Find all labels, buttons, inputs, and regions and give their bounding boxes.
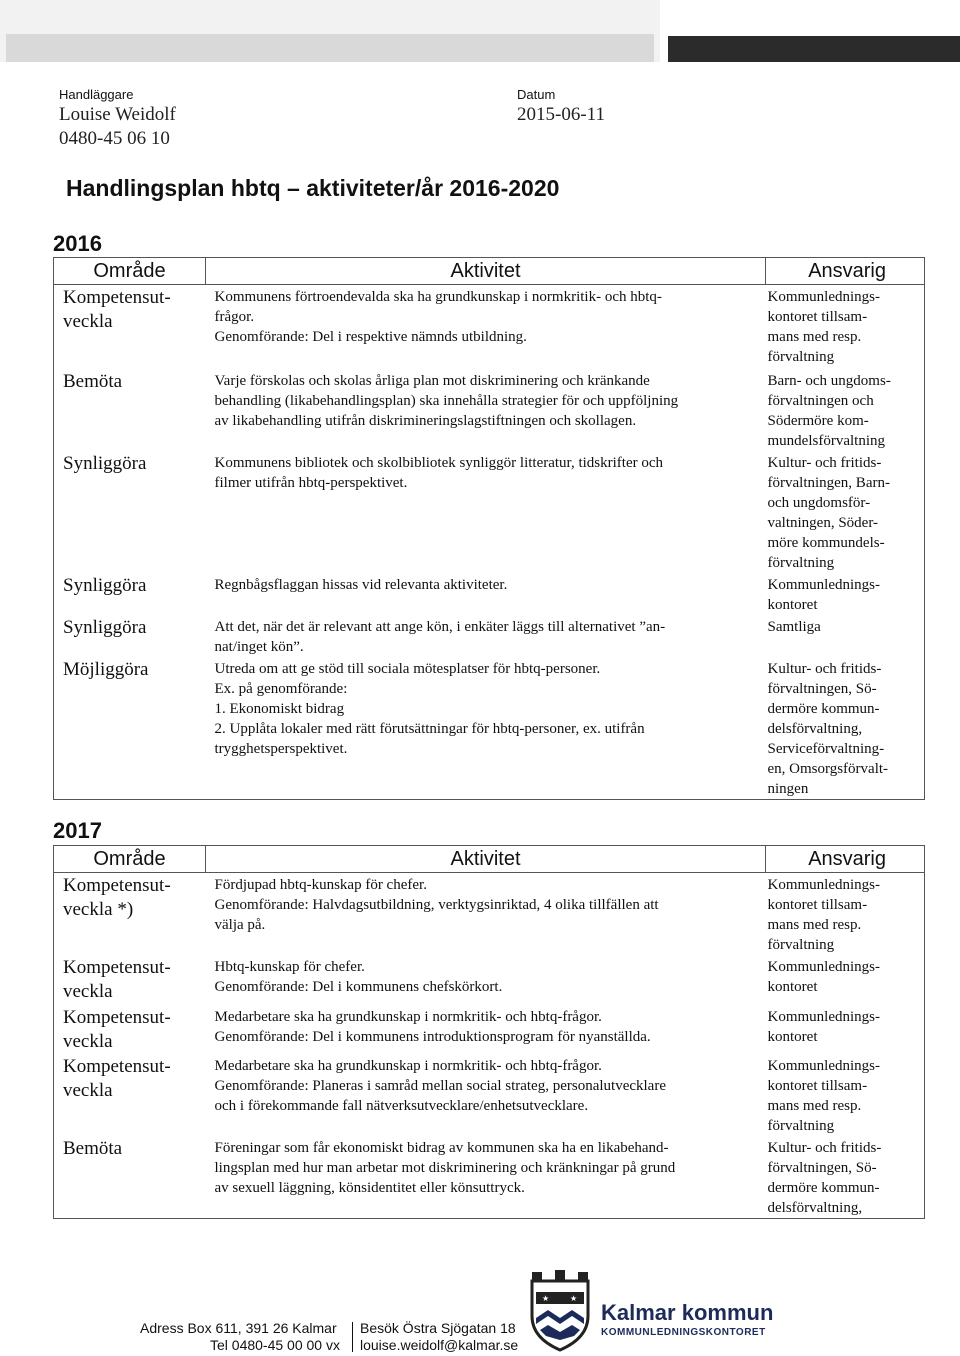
responsible-cell-line: mans med resp. xyxy=(767,917,862,933)
plan-table-2017 xyxy=(53,845,925,1219)
responsible-cell-line: en, Omsorgsförvalt- xyxy=(767,760,889,777)
brand-name: Kalmar kommun xyxy=(601,1300,774,1325)
area-cell-line: Möjliggöra xyxy=(63,658,149,680)
responsible-cell xyxy=(766,1005,925,1054)
column-header-area: Område xyxy=(54,258,206,285)
area-cell xyxy=(54,657,206,800)
table-header-row xyxy=(54,846,925,873)
footer-divider xyxy=(352,1322,353,1352)
activity-cell-line: Föreningar som får ekonomiskt bidrag av kommunen ska ha en likabehand- xyxy=(214,1140,669,1156)
responsible-cell-line: Kultur- och fritids- xyxy=(767,454,882,471)
responsible-cell-line: Södermöre kom- xyxy=(767,412,869,429)
responsible-cell xyxy=(766,369,925,451)
activity-cell-line: Ex. på genomförande: xyxy=(214,680,348,697)
responsible-cell-line: delsförvaltning, xyxy=(767,1200,863,1216)
footer-visit-address: Besök Östra Sjögatan 18 xyxy=(360,1320,516,1336)
activity-cell-line: välja på. xyxy=(214,917,266,933)
responsible-cell-line: Kommunlednings- xyxy=(767,877,880,893)
activity-cell-line: frågor. xyxy=(214,309,255,325)
activity-cell-line: och i förekommande fall nätverksutvecklare/enhetsutvecklare. xyxy=(214,1098,589,1114)
responsible-cell-line: Kommunlednings- xyxy=(767,959,880,975)
activity-cell-line: Kommunens bibliotek och skolbibliotek synliggör litteratur, tidskrifter och xyxy=(214,454,663,471)
activity-cell-line: Genomförande: Planeras i samråd mellan social strateg, personalutvecklare xyxy=(214,1078,666,1094)
activity-cell xyxy=(206,1136,766,1219)
header-bar-light xyxy=(0,0,660,62)
datum-value: 2015-06-11 xyxy=(517,104,605,125)
responsible-cell-line: dermöre kommun- xyxy=(767,700,880,717)
plan-table-2016 xyxy=(53,257,925,800)
activity-cell-line: filmer utifrån hbtq-perspektivet. xyxy=(214,474,408,491)
year-heading-2017: 2017 xyxy=(53,818,102,843)
activity-cell-line: lingsplan med hur man arbetar mot diskriminering och kränkningar på grund xyxy=(214,1160,676,1176)
area-cell-line: veckla xyxy=(63,981,113,1002)
responsible-cell-line: förvaltning xyxy=(767,554,835,571)
responsible-cell-line: kontoret xyxy=(767,596,818,613)
page-title: Handlingsplan hbtq – aktiviteter/år 2016-2020 xyxy=(66,175,560,201)
activity-cell xyxy=(206,615,766,657)
activity-cell-line: Hbtq-kunskap för chefer. xyxy=(214,959,365,975)
activity-cell-line: Att det, när det är relevant att ange kön, i enkäter läggs till alternativet ”an- xyxy=(214,618,666,635)
table-row xyxy=(54,1005,925,1054)
table-body-2016 xyxy=(54,285,925,800)
activity-cell xyxy=(206,451,766,573)
activity-cell-line: Medarbetare ska ha grundkunskap i normkritik- och hbtq-frågor. xyxy=(214,1058,602,1074)
responsible-cell-line: förvaltningen, Barn- xyxy=(767,474,890,491)
area-cell-line: Synliggöra xyxy=(63,616,147,638)
activity-cell xyxy=(206,285,766,369)
responsible-cell-line: valtningen, Söder- xyxy=(767,514,879,531)
responsible-cell-line: dermöre kommun- xyxy=(767,1180,880,1196)
responsible-cell-line: förvaltning xyxy=(767,937,835,953)
header-bar-light-band xyxy=(6,34,654,62)
area-cell-line: Kompetensut- xyxy=(63,875,171,896)
responsible-cell xyxy=(766,955,925,1005)
activity-cell-line: Genomförande: Del i respektive nämnds utbildning. xyxy=(214,329,527,345)
header-bar-dark xyxy=(668,0,960,62)
activity-cell-line: av likabehandling utifrån diskrimineringslagstiftningen och skollagen. xyxy=(214,412,637,429)
table-row xyxy=(54,657,925,800)
area-cell-line: Kompetensut- xyxy=(63,287,171,308)
table-row xyxy=(54,873,925,956)
header-bar-dark-band xyxy=(668,36,960,62)
area-cell-line: Kompetensut- xyxy=(63,1007,171,1028)
responsible-cell xyxy=(766,1136,925,1219)
activity-cell-line: 1. Ekonomiskt bidrag xyxy=(214,700,345,717)
table-row xyxy=(54,1136,925,1219)
responsible-cell xyxy=(766,1054,925,1136)
area-cell xyxy=(54,285,206,369)
responsible-cell-line: ningen xyxy=(767,780,809,797)
activity-cell-line: Regnbågsflaggan hissas vid relevanta aktiviteter. xyxy=(214,576,508,593)
area-cell xyxy=(54,615,206,657)
area-cell-line: veckla *) xyxy=(63,899,134,920)
responsible-cell-line: kontoret xyxy=(767,1029,818,1045)
responsible-cell xyxy=(766,573,925,615)
activity-cell-line: Genomförande: Del i kommunens introduktionsprogram för nyanställda. xyxy=(214,1029,651,1045)
responsible-cell-line: kontoret xyxy=(767,979,818,995)
responsible-cell xyxy=(766,657,925,800)
column-header-activity: Aktivitet xyxy=(206,258,766,285)
activity-cell xyxy=(206,1005,766,1054)
activity-cell xyxy=(206,1054,766,1136)
responsible-cell-line: kontoret tillsam- xyxy=(767,309,868,325)
responsible-cell-line: Serviceförvaltning- xyxy=(767,740,885,757)
column-header-area: Område xyxy=(54,846,206,873)
datum-label: Datum xyxy=(517,87,556,102)
area-cell-line: veckla xyxy=(63,1080,113,1101)
responsible-cell xyxy=(766,451,925,573)
column-header-responsible: Ansvarig xyxy=(766,846,925,873)
table-body-2017 xyxy=(54,873,925,1219)
handlaggare-name: Louise Weidolf xyxy=(59,104,176,125)
responsible-cell-line: Kultur- och fritids- xyxy=(767,660,882,677)
area-cell-line: Bemöta xyxy=(63,370,123,392)
area-cell-line: Bemöta xyxy=(63,1138,123,1159)
kalmar-coat-of-arms-icon xyxy=(528,1270,592,1352)
area-cell xyxy=(54,873,206,956)
area-cell xyxy=(54,955,206,1005)
responsible-cell-line: och ungdomsför- xyxy=(767,494,871,511)
responsible-cell xyxy=(766,615,925,657)
activity-cell-line: 2. Upplåta lokaler med rätt förutsättningar för hbtq-personer, ex. utifrån xyxy=(214,720,645,737)
responsible-cell-line: mans med resp. xyxy=(767,329,862,345)
brand-subtitle: KOMMUNLEDNINGSKONTORET xyxy=(601,1327,766,1338)
table-row xyxy=(54,285,925,369)
responsible-cell-line: Kommunlednings- xyxy=(767,576,880,593)
activity-cell-line: Utreda om att ge stöd till sociala mötesplatser för hbtq-personer. xyxy=(214,660,601,677)
activity-cell xyxy=(206,955,766,1005)
activity-cell-line: Varje förskolas och skolas årliga plan mot diskriminering och kränkande xyxy=(214,372,650,389)
table-row xyxy=(54,615,925,657)
activity-cell-line: behandling (likabehandlingsplan) ska innehålla strategier för och uppföljning xyxy=(214,392,679,409)
activity-cell-line: Genomförande: Halvdagsutbildning, verktygsinriktad, 4 olika tillfällen att xyxy=(214,897,659,913)
responsible-cell-line: mundelsförvaltning xyxy=(767,432,885,449)
responsible-cell-line: kontoret tillsam- xyxy=(767,1078,868,1094)
area-cell xyxy=(54,451,206,573)
footer-address: Adress Box 611, 391 26 Kalmar xyxy=(140,1320,337,1336)
activity-cell-line: trygghetsperspektivet. xyxy=(214,740,348,757)
activity-cell-line: Genomförande: Del i kommunens chefskörkort. xyxy=(214,979,503,995)
responsible-cell-line: kontoret tillsam- xyxy=(767,897,868,913)
area-cell xyxy=(54,369,206,451)
activity-cell-line: nat/inget kön”. xyxy=(214,638,304,655)
responsible-cell-line: förvaltningen och xyxy=(767,392,874,409)
area-cell-line: veckla xyxy=(63,311,113,332)
area-cell-line: veckla xyxy=(63,1031,113,1052)
svg-text:★: ★ xyxy=(570,1294,578,1303)
responsible-cell-line: Samtliga xyxy=(767,618,821,635)
table-row xyxy=(54,369,925,451)
responsible-cell-line: förvaltningen, Sö- xyxy=(767,1160,877,1176)
column-header-responsible: Ansvarig xyxy=(766,258,925,285)
table-row xyxy=(54,573,925,615)
activity-cell xyxy=(206,573,766,615)
responsible-cell-line: Kommunlednings- xyxy=(767,1009,880,1025)
footer-email: louise.weidolf@kalmar.se xyxy=(360,1337,519,1353)
area-cell-line: Kompetensut- xyxy=(63,957,171,978)
svg-text:★: ★ xyxy=(542,1294,550,1303)
area-cell xyxy=(54,573,206,615)
area-cell xyxy=(54,1054,206,1136)
table-row xyxy=(54,451,925,573)
table-row xyxy=(54,955,925,1005)
area-cell xyxy=(54,1005,206,1054)
activity-cell xyxy=(206,873,766,956)
responsible-cell-line: Barn- och ungdoms- xyxy=(767,372,891,389)
responsible-cell-line: förvaltning xyxy=(767,1118,835,1134)
responsible-cell-line: Kommunlednings- xyxy=(767,1058,880,1074)
handlaggare-phone: 0480-45 06 10 xyxy=(59,128,170,149)
responsible-cell xyxy=(766,285,925,369)
handlaggare-label: Handläggare xyxy=(59,87,134,102)
area-cell-line: Synliggöra xyxy=(63,452,147,474)
responsible-cell-line: delsförvaltning, xyxy=(767,720,863,737)
responsible-cell-line: möre kommundels- xyxy=(767,534,885,551)
column-header-activity: Aktivitet xyxy=(206,846,766,873)
responsible-cell-line: förvaltningen, Sö- xyxy=(767,680,877,697)
area-cell-line: Kompetensut- xyxy=(63,1056,171,1077)
activity-cell-line: Kommunens förtroendevalda ska ha grundkunskap i normkritik- och hbtq- xyxy=(214,289,662,305)
activity-cell xyxy=(206,369,766,451)
activity-cell xyxy=(206,657,766,800)
responsible-cell xyxy=(766,873,925,956)
table-header-row xyxy=(54,258,925,285)
activity-cell-line: av sexuell läggning, könsidentitet eller könsuttryck. xyxy=(214,1180,525,1196)
responsible-cell-line: förvaltning xyxy=(767,349,835,365)
footer-phone: Tel 0480-45 00 00 vx xyxy=(210,1337,340,1353)
activity-cell-line: Fördjupad hbtq-kunskap för chefer. xyxy=(214,877,427,893)
responsible-cell-line: Kommunlednings- xyxy=(767,289,880,305)
activity-cell-line: Medarbetare ska ha grundkunskap i normkritik- och hbtq-frågor. xyxy=(214,1009,602,1025)
year-heading-2016: 2016 xyxy=(53,231,102,256)
area-cell xyxy=(54,1136,206,1219)
responsible-cell-line: mans med resp. xyxy=(767,1098,862,1114)
responsible-cell-line: Kultur- och fritids- xyxy=(767,1140,882,1156)
area-cell-line: Synliggöra xyxy=(63,574,147,596)
table-row xyxy=(54,1054,925,1136)
